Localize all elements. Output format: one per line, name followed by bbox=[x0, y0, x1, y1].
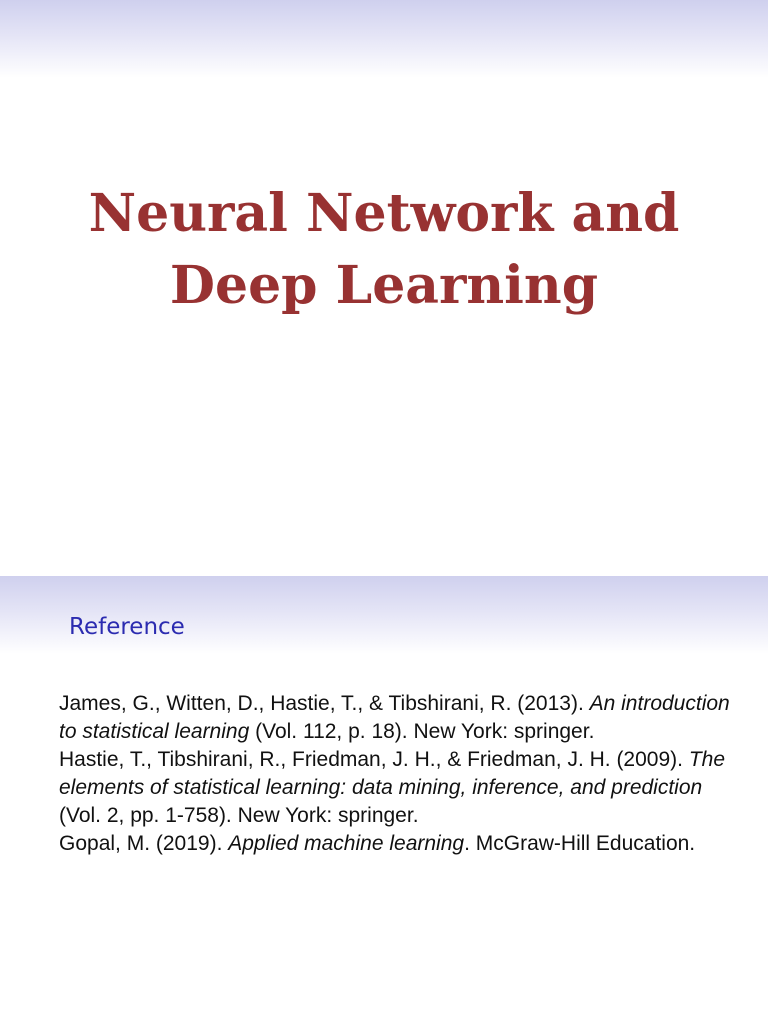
reference-title: The elements of statistical learning: data mining, inference, and prediction bbox=[59, 748, 726, 799]
reference-entry bbox=[59, 830, 739, 858]
slide-title bbox=[0, 178, 768, 322]
reference-title: An introduction to statistical learning bbox=[59, 692, 730, 743]
reference-slide bbox=[0, 576, 768, 1024]
reference-title: Applied machine learning bbox=[228, 832, 465, 855]
reference-details: (Vol. 112, p. 18). New York: springer. bbox=[249, 720, 595, 743]
header-gradient-band bbox=[0, 0, 768, 78]
reference-details: . McGraw-Hill Education. bbox=[464, 832, 696, 855]
title-line-1: Neural Network and bbox=[88, 183, 680, 244]
reference-authors: Hastie, T., Tibshirani, R., Friedman, J. H., & Friedman, J. H. (2009). bbox=[59, 748, 689, 771]
reference-details: (Vol. 2, pp. 1-758). New York: springer. bbox=[59, 804, 419, 827]
reference-entry bbox=[59, 690, 739, 746]
reference-list bbox=[59, 690, 739, 858]
title-line-2: Deep Learning bbox=[169, 255, 599, 316]
reference-authors: James, G., Witten, D., Hastie, T., & Tibshirani, R. (2013). bbox=[59, 692, 590, 715]
reference-entry bbox=[59, 746, 739, 830]
reference-heading: Reference bbox=[69, 614, 185, 640]
reference-authors: Gopal, M. (2019). bbox=[59, 832, 229, 855]
